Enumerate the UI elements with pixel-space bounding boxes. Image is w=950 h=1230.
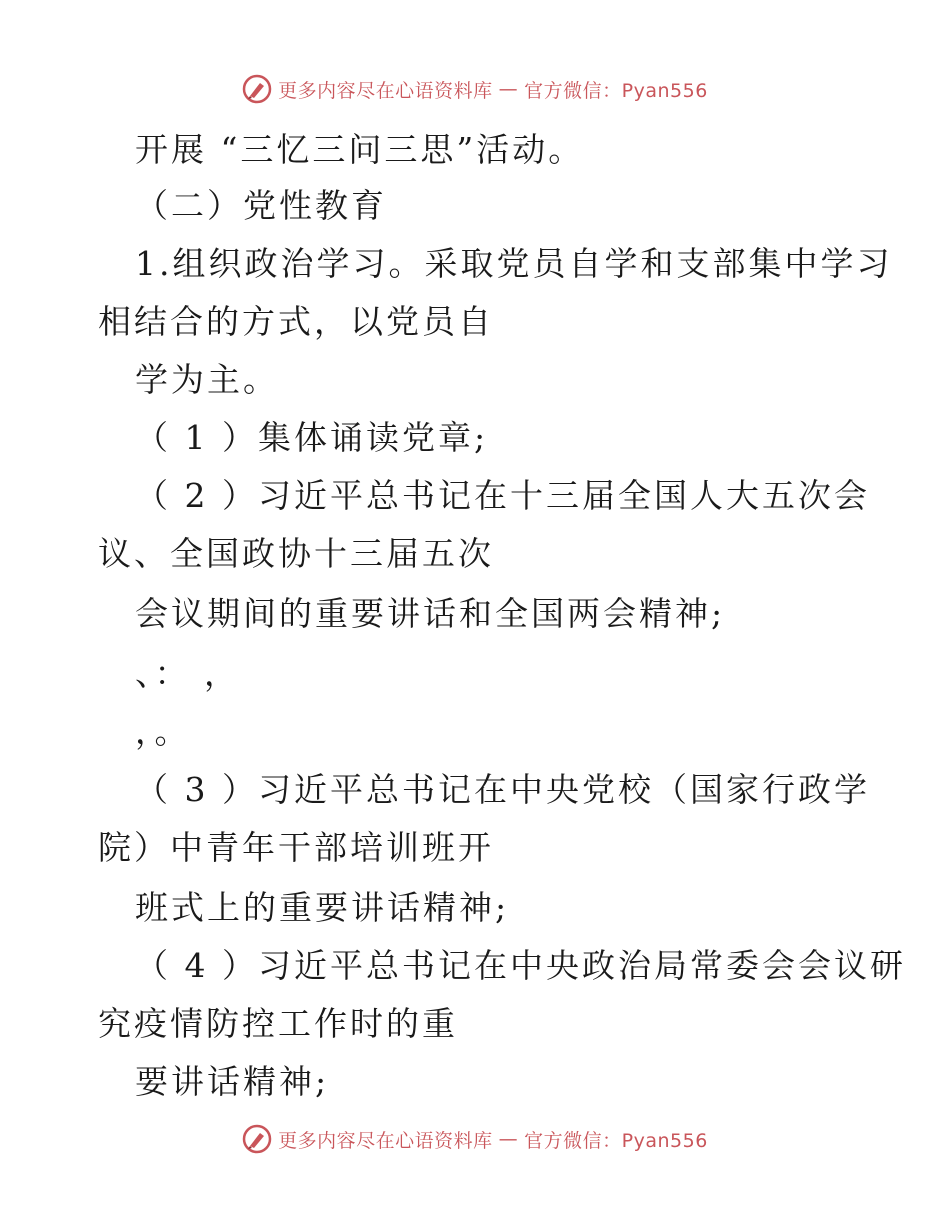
pen-nib-icon — [242, 1124, 272, 1154]
paragraph-line: 会议期间的重要讲话和全国两会精神; — [135, 594, 726, 633]
paragraph-line: 相结合的方式，以党员自 — [98, 302, 494, 341]
section-heading: （二）党性教育 — [135, 186, 387, 225]
paragraph-line: 要讲话精神; — [135, 1062, 330, 1101]
paragraph-line: 班式上的重要讲话精神; — [135, 888, 510, 927]
paragraph-line: 究疫情防控工作时的重 — [98, 1004, 458, 1043]
watermark-suffix: 官方微信：Pyan556 — [524, 79, 708, 102]
paragraph-line: 学为主。 — [135, 360, 279, 399]
paragraph-line: 议、全国政协十三届五次 — [98, 534, 494, 573]
footer-watermark — [0, 1124, 950, 1154]
watermark-separator: — — [498, 1128, 519, 1150]
pen-nib-icon — [242, 74, 272, 104]
watermark-text: 更多内容尽在心语资料库 — [278, 79, 493, 102]
list-item: （ 4 ）习近平总书记在中央政治局常委会会议研 — [135, 946, 906, 985]
list-item: （ 3 ）习近平总书记在中央党校（国家行政学 — [135, 770, 870, 809]
paragraph-line: 1.组织政治学习。采取党员自学和支部集中学习 — [135, 244, 893, 283]
watermark-suffix: 官方微信：Pyan556 — [524, 1129, 708, 1152]
list-item: （ 1 ）集体诵读党章; — [135, 418, 489, 457]
paragraph-line: 院）中青年干部培训班开 — [98, 828, 494, 867]
list-item: （ 2 ）习近平总书记在十三届全国人大五次会 — [135, 476, 870, 515]
paragraph-line: 开展 “三忆三问三思”活动。 — [135, 130, 585, 169]
watermark-separator: — — [498, 78, 519, 100]
watermark-text: 更多内容尽在心语资料库 — [278, 1129, 493, 1152]
paragraph-line: 、： ， — [135, 654, 240, 693]
paragraph-line: ，。 — [135, 712, 191, 751]
header-watermark — [0, 74, 950, 104]
